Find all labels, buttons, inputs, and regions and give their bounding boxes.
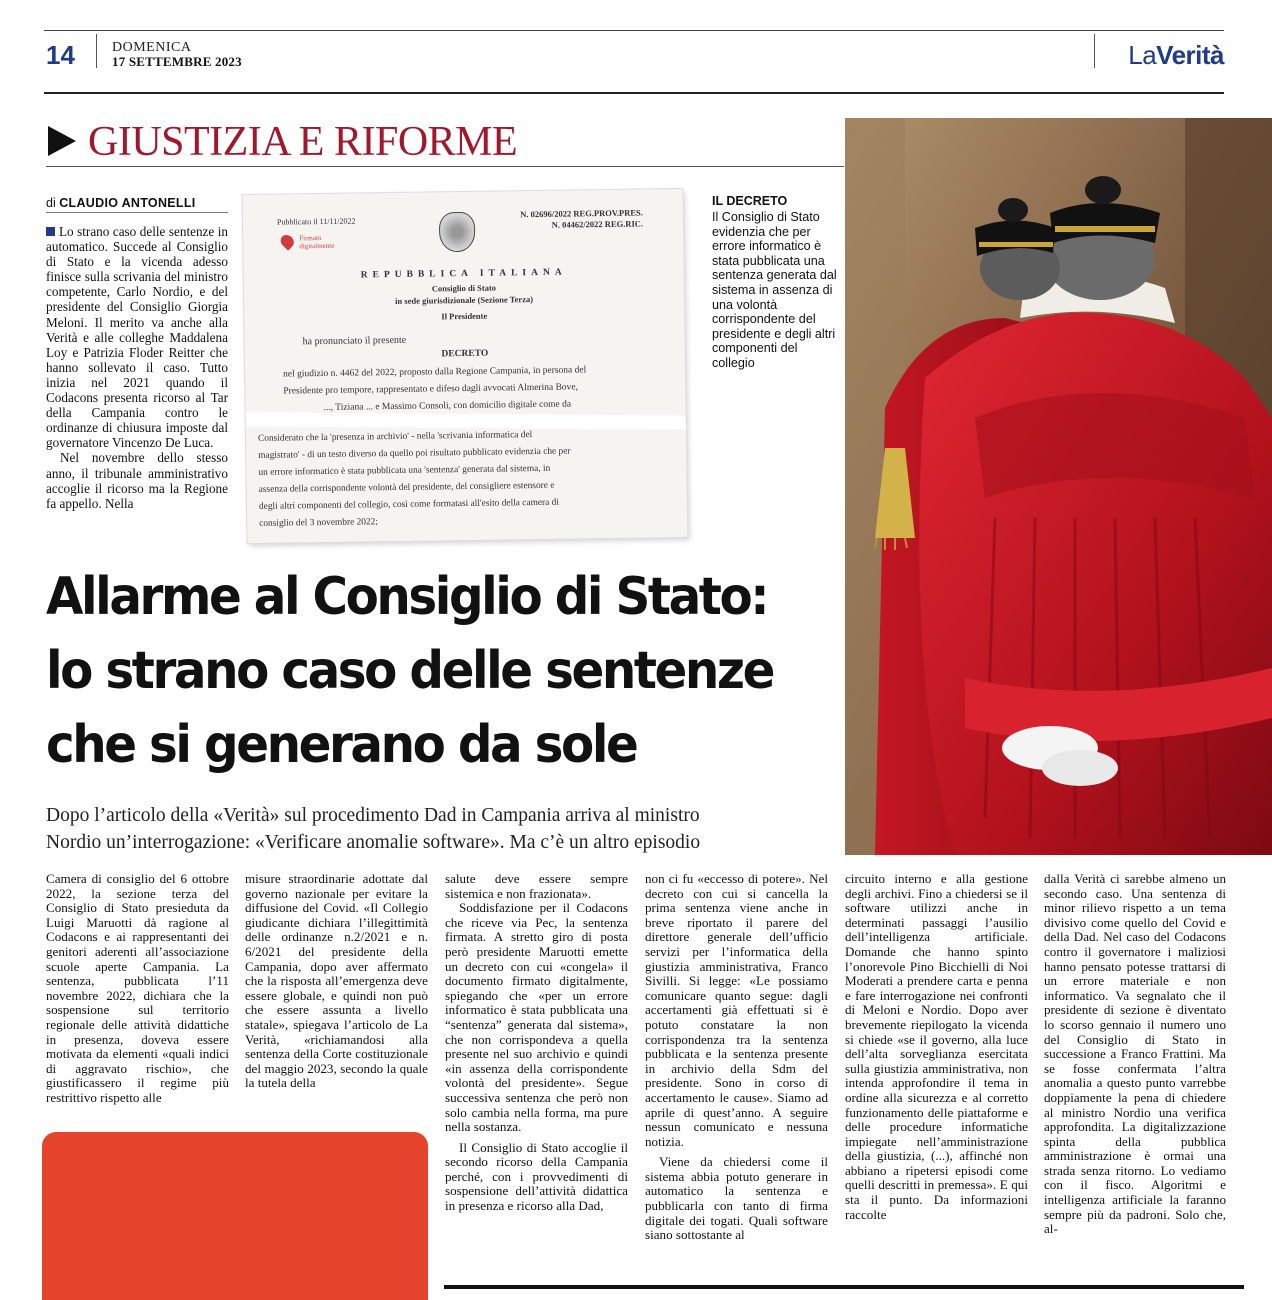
doc-numbers [520, 208, 643, 232]
byline-rule [46, 212, 228, 213]
headline [46, 560, 790, 782]
paragraph-marker-icon [46, 227, 55, 236]
doc-decree-title: DECRETO [441, 348, 489, 360]
doc-council: Consiglio di Stato [431, 282, 497, 294]
body-column-1 [46, 872, 229, 1106]
header-divider-right [1094, 34, 1095, 68]
byline-prefix: di [46, 196, 56, 210]
doc-line-6: un errore informatico è stata pubblicata una 'sentenza' generata dal sistema, in [258, 463, 551, 478]
doc-published: Pubblicato il 11/11/2022 [276, 216, 356, 227]
judges-photo [845, 118, 1272, 855]
section-rule [46, 166, 844, 167]
headline-line-1: Allarme al Consiglio di Stato: [46, 567, 768, 627]
caption-text: Il Consiglio di Stato evidenzia che per errore informatico è stata pubblicata una sentenza generata dal sistema in assenza di una volontà corrispondente del presidente e degli altri componenti del collegio [712, 210, 837, 370]
doc-line-3: ..., Tiziana ... e Massimo Consoli, con domicilio digitale come da [323, 399, 572, 413]
col6-text: dalla Verità ci sarebbe almeno un secondo caso. Una sentenza di minor rilievo rispetto a un tema divisivo come quello del Covid e della Dad. Nel caso del Codacons contro il governatore i maliziosi hanno pensato potesse trattarsi di un errore materiale e non informatico. Va segnalato che il presidente di sezione è diventato lo scorso gennaio il numero uno del Consiglio di Stato in successione a Franco Frattini. Ma se fosse confermata l’altra anomalia a questo punto varrebbe doppiamente la pena di chiedere al ministro Nordio una verifica approfondita. La digitalizzazione spinta della pubblica amministrazione è ormai una strada senza ritorno. Lo vediamo con il fisco. Algoritmi e intelligenza artificiale la faranno sempre più da padroni. Solo che, al- [1044, 871, 1226, 1237]
col3-text-b: Soddisfazione per il Codacons che riceve via Pec, la sentenza firmata. A stretto giro di posta però presidente Maruotti emette un decreto con cui «congela» il documento firmato digitalmente, spiegando che «per un errore informatico è stata pubblicata una “sentenza” generata dal sistema», che non corrispondeva a quella presente nel suo archivio e quindi «in assenza della corrispondente volontà del presidente». Segue successiva sentenza che però non solo cambia nella forma, ma pure nella sostanza. [445, 900, 628, 1135]
judges-illustration [845, 118, 1272, 855]
doc-president: Il Presidente [441, 310, 488, 322]
page-number: 14 [46, 40, 75, 70]
doc-number-2: N. 04462/2022 REG.RIC. [551, 218, 644, 230]
doc-line-4: Considerato che la 'presenza in archivio' - nella 'scrivania informatica del [257, 430, 533, 444]
newspaper-logo [1128, 40, 1224, 71]
doc-pronounced: ha pronunciato il presente [302, 334, 407, 348]
top-rule [44, 30, 1224, 31]
header-date: 17 SETTEMBRE 2023 [112, 54, 242, 69]
col2-text: misure straordinarie adottate dal governo nazionale per evitare la diffusione del Covid. «Il Collegio giudicante dichiara l’illegittimità delle ordinanze n.2/2021 e n. 6/2021 del presidente della Campania, dopo aver affermato che la risposta all’emergenza deve essere globale, e quindi non può che essere assunta a livello statale», spiegava l’articolo de La Verità, «richiamandosi alla sentenza della Corte costituzionale del maggio 2023, secondo la quale la tutela della [245, 871, 428, 1091]
doc-stamp-icon [278, 232, 296, 250]
subheadline [46, 802, 836, 856]
logo-la: La [1128, 40, 1157, 70]
advertisement-box [42, 1132, 428, 1300]
header-divider [96, 34, 97, 68]
republic-emblem-icon [439, 212, 476, 252]
logo-verita: Verità [1156, 40, 1224, 70]
doc-line-2: Presidente pro tempore, rappresentato e difeso dagli avvocati Almerina Bove, [283, 382, 579, 397]
byline-author: CLAUDIO ANTONELLI [59, 196, 196, 210]
doc-section: in sede giurisdizionale (Sezione Terza) [395, 294, 534, 306]
doc-line-5: magistrato' - di un testo diverso da quello poi risultato pubblicato evidenzia che per [258, 446, 571, 461]
doc-paragraph-2 [258, 425, 679, 533]
doc-line-1: nel giudizio n. 4462 del 2022, proposto dalla Regione Campania, in persona del [283, 365, 587, 380]
byline [46, 196, 196, 210]
col3-text-a: salute deve essere sempre sistemica e non frazionata». [445, 871, 628, 901]
doc-line-9: consiglio del 3 novembre 2022; [259, 517, 378, 529]
subhead-line-2: Nordio un’interrogazione: «Verificare anomalie software». Ma c’è un altro episodio [46, 832, 701, 853]
body-column-4 [645, 872, 828, 1243]
body-column-5 [845, 872, 1028, 1222]
body-column-6 [1044, 872, 1226, 1237]
doc-number-1: N. 02696/2022 REG.PROV.PRES. [520, 207, 643, 220]
section-arrow-icon [48, 126, 76, 156]
header-day: DOMENICA [112, 40, 192, 55]
col4-text-b: Viene da chiedersi come il sistema abbia potuto generare in automatico la sentenza e pubblicarla con tanto di firma digitale dei togati. Quali software siano sottostante al [645, 1154, 828, 1243]
doc-stamp-text: Firmato digitalmente [299, 233, 335, 251]
body-column-3 [445, 872, 628, 1214]
headline-line-2: lo strano caso delle sentenze [46, 641, 774, 701]
intro-column [46, 224, 228, 511]
bottom-rule [444, 1285, 1244, 1289]
col3-text-c: Il Consiglio di Stato accoglie il secondo ricorso della Campania perché, con i provvedimenti di sospensione dell’attività didattica in presenza e ricorso alla Dad, [445, 1139, 628, 1214]
section-title: GIUSTIZIA E RIFORME [88, 119, 518, 165]
col4-text-a: non ci fu «eccesso di potere». Nel decreto con cui si cancella la prima sentenza viene anche in breve riportato il parere del direttore generale dell’ufficio servizi per l’informatica della giustizia amministrativa, Franco Sivilli. Si legge: «Le possiamo comunicare quanto segue: dagli accertamenti già effettuati si è potuto constatare la non corrispondenza tra la sentenza pubblicata e la sentenza presente in archivio della Sdm del presidente. Sono in corso di accertamento le cause». Siamo ad aprile di quest’anno. A seguire nessun comunicato e nessuna notizia. [645, 871, 828, 1149]
body-column-2 [245, 872, 428, 1091]
doc-line-8: degli altri componenti del collegio, così come formatasi all'esito della camera di [258, 497, 560, 512]
intro-paragraph-2: Nel novembre dello stesso anno, il tribunale amministrativo accoglie il ricorso ma la Regione fa appello. Nella [46, 450, 228, 511]
header-bottom-rule [44, 92, 1224, 94]
subhead-line-1: Dopo l’articolo della «Verità» sul procedimento Dad in Campania arriva al ministro [46, 805, 700, 826]
intro-paragraph-1 [46, 224, 228, 450]
doc-line-7: assenza della corrispondente volontà del presidente, del consigliere estensore e [258, 480, 555, 495]
caption-title: IL DECRETO [712, 194, 788, 208]
headline-line-3: che si generano da sole [46, 715, 637, 775]
col1-text: Camera di consiglio del 6 ottobre 2022, la sezione terza del Consiglio di Stato presieduta da Luigi Maruotti dà ragione al Codacons e ai rappresentanti dei genitori aderenti all’associazione scuole aperte Campania. La sentenza, pubblicata l’11 novembre 2022, dichiara che la sospensione sul territorio regionale delle attività didattiche in presenza, doveva essere motivata da elementi «quali indici di aggravato rischio», che giustificassero il regime più restrittivo rispetto alle [46, 871, 229, 1105]
doc-paragraph-1 [283, 361, 664, 417]
doc-republic: REPUBBLICA ITALIANA [360, 267, 567, 281]
intro-p1-text: Lo strano caso delle sentenze in automatico. Succede al Consiglio di Stato e la vicenda adesso finisce sulla scrivania del ministro competente, Carlo Nordio, e del presidente del Consiglio Giorgia Meloni. Il merito va anche alla Verità e alle colleghe Maddalena Loy e Patrizia Floder Reitter che hanno sollevato il caso. Tutto inizia nel 2021 quando il Codacons presenta ricorso al Tar della Campania contro le ordinanze di chiusura imposte dal governatore Vincenzo De Luca. [46, 224, 228, 451]
decree-document-image [243, 189, 688, 543]
col5-text: circuito interno e alla gestione degli archivi. Fino a chiedersi se il software utilizzi anche in determinati passaggi l’ausilio dell’intelligenza artificiale. Domande che hanno spinto l’onorevole Pino Bicchielli di Noi Moderati a prendere carta e penna e fare interrogazione nei confronti di Meloni e Nordio. Dopo aver brevemente riepilogato la vicenda si chiede «se il governo, alla luce dell’alta sorveglianza esercitata sulla giustizia amministrativa, non intenda approfondire il tema in ordine alla sicurezza e al corretto funzionamento delle piattaforme e delle procedure informatiche impiegate nell’amministrazione della giustizia, (...), affinché non abbiano a ripetersi episodi come quelli descritti in premessa». E qui sta il punto. Da informazioni raccolte [845, 871, 1028, 1222]
